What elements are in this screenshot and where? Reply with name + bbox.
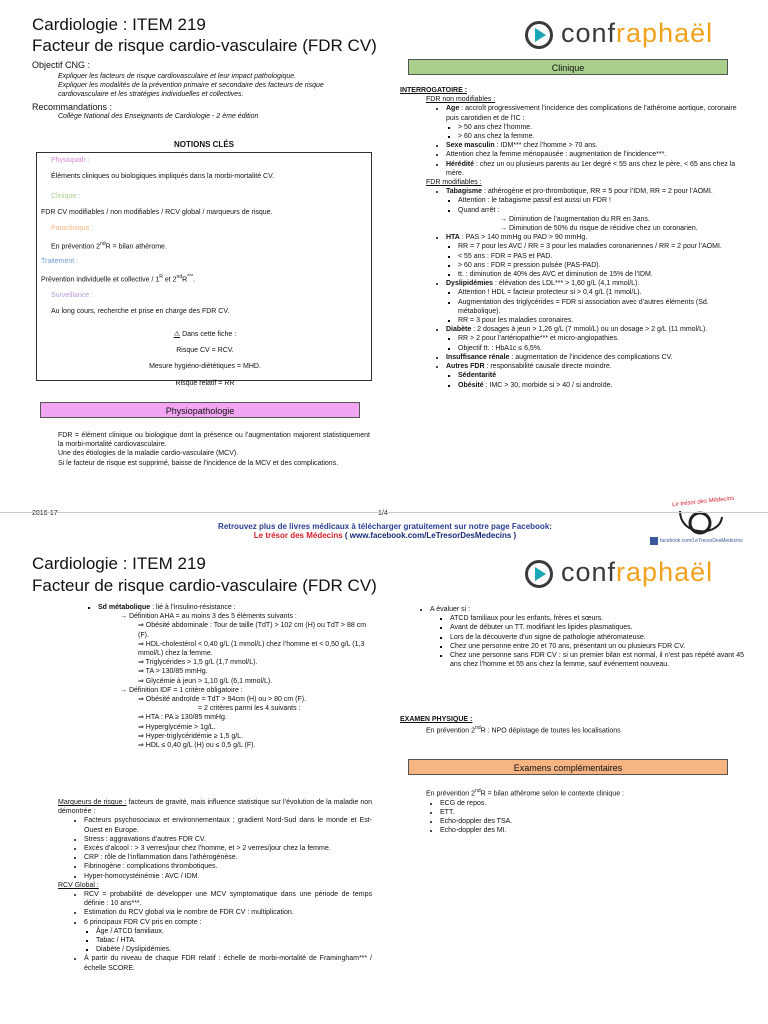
clinique-section: [400, 86, 744, 390]
paraclinique-text: En prévention 2ndR = bilan athérome.: [51, 241, 167, 251]
surveillance-text: Au long cours, recherche et prise en charge des FDR CV.: [51, 308, 230, 316]
traitement-label: Traitement :: [41, 258, 79, 265]
physio-text: FDR = élément clinique ou biologique dont la présence ou l’augmentation majorent statistiquement la morbi-mortalité cardiovasculaire. Une des étiologies de la maladie cardio-vasculaire (MCV). Si le facteur de risque est supprimé, baisse de l’incidence de la MCV et des complications.: [58, 432, 370, 467]
clinique-label: Clinique :: [51, 193, 81, 200]
notions-cles-box: [36, 152, 372, 387]
objectif-line: Expliquer les facteurs de risque cardiovasculaire et leur impact pathologique.: [58, 73, 297, 80]
list-item: • Sexe masculin : IDM*** chez l’homme > 70 ans.: [446, 141, 744, 150]
paraclinique-label: Paraclinique :: [51, 225, 94, 232]
reco-text: Collège National des Enseignants de Cardiologie - 2 ème édition: [58, 112, 259, 120]
fdr-nonmod-heading: FDR non modifiables :: [426, 96, 496, 104]
list-item: • Autres FDR : responsabilité causale directe moindre. ▪ Sédentarité ▪ Obésité : IMC > 30, morbide si > 40 / si androïde.: [446, 362, 744, 390]
attention-title: ⚠ Dans cette fiche :: [173, 331, 237, 338]
page-title: Cardiologie : ITEM 219: [32, 554, 206, 573]
examens-complementaires-bar: Examens complémentaires: [408, 759, 728, 775]
page-title: Cardiologie : ITEM 219: [32, 15, 206, 34]
reco-label: Recommandations :: [32, 101, 113, 112]
examen-physique-section: EXAMEN PHYSIQUE : En prévention 2ndR : NPO dépistage de toutes les localisations: [400, 716, 621, 735]
objectif-line: Expliquer les modalités de la prévention primaire et secondaire des facteurs de risque cardiovasculaire et les stratégies individuelles et collectives.: [58, 82, 324, 99]
page-2: [0, 512, 768, 1024]
list-item: • Tabagisme : athérogène et pro-thrombotique, RR = 5 pour l’IDM, RR = 2 pour l’AOMI. ▪ Attention : le tabagisme passif est aussi un FDR ! ▪ Quand arrêt : → Diminution de l’augmentation du RR en 3ans. → Diminution de 50% du risque de récidive chez un coronarien.: [446, 187, 744, 233]
evaluer-section: • A évaluer si : ▪ ATCD familiaux pour les enfants, frères et sœurs. ▪ Avant de débuter un TT. modifiant les lipides plasmatiques. ▪ Lors de la découverte d’un signe de pathologie athéromateuse. ▪ Chez une personne entre 20 et 70 ans, présentant un ou plusieurs FDR CV. ▪ Chez une personne sans FDR CV : si un premier bilan est normal, il n’est pas répété avant 45 ans chez l’homme et 55 ans chez la femme, sauf événement nouveau.: [410, 605, 744, 669]
footer-year: 2016-17: [32, 510, 58, 517]
list-item: • Diabète : 2 dosages à jeun > 1,26 g/L (7 mmol/L) ou un dosage > 2 g/L (11 mmol/L). ▪ RR > 2 pour l’artériopathie*** et micro-angiopathies. ▪ Objectif tt. : HbA1c ≤ 6,5%.: [446, 325, 744, 353]
page-subtitle: Facteur de risque cardio-vasculaire (FDR CV): [32, 576, 377, 595]
list-item: • Dyslipidémies : élévation des LDL*** > 1,60 g/L (4,1 mmol/L). ▪ Attention ! HDL = facteur protecteur si > 0,4 g/L (1 mmol/L). ▪ Augmentation des triglycérides = FDR si association avec d’autres éléments (Sd. métabolique). ▪ RR = 3 pour les maladies coronaires.: [446, 279, 744, 325]
sd-metabolique-section: ▪ Sd métabolique : lié à l’insulino-résistance : → Définition AHA = au moins 3 des 5 éléments suivants : ⇒ Obésité abdominale : Tour de taille (TdT) > 102 cm (H) ou TdT > 88 cm (F). ⇒ HDL-cholestérol < 0,40 g/L (1 mmol/L) chez l’homme et < 0,50 g/L (1,3 mmol/L) chez la femme. ⇒ Triglycérides > 1,5 g/L (1,7 mmol/L). ⇒ TA > 130/85 mmHg. ⇒ Glycémie à jeun > 1,10 g/L (6,1 mmol/L). → Définition IDF = 1 critère obligatoire : ⇒ Obésité androïde = TdT > 94cm (H) ou > 80 cm (F). = 2 critères parmi les 4 suivants : ⇒ HTA : PA ≥ 130/85 mmHg. ⇒ Hyperglycémie > 1g/L. ⇒ Hyper-triglycéridémie ≥ 1,5 g/L. ⇒ HDL ≤ 0,40 g/L (H) ou ≤ 0,5 g/L (F).: [58, 603, 372, 750]
examens-complementaires-section: En prévention 2ndR = bilan athérome selon le contexte clinique : • ECG de repos. • ETT. • Echo-doppler des TSA. • Echo-doppler des MI.: [426, 787, 744, 835]
list-item: • Hérédité : chez un ou plusieurs parents au 1er degré < 55 ans chez le père, < 65 ans chez la mère.: [446, 160, 744, 178]
page-subtitle: Facteur de risque cardio-vasculaire (FDR CV): [32, 36, 377, 55]
interrogatoire-heading: INTERROGATOIRE :: [400, 87, 468, 94]
list-item: • Insuffisance rénale : augmentation de l’incidence des complications CV.: [446, 353, 744, 362]
list-item: • HTA : PAS > 140 mmHg ou PAD > 90 mmHg. ▪ RR = 7 pour les AVC / RR = 3 pour les maladies coronariennes / RR = 2 pour l’AOMI. ▪ < 55 ans : FDR = PAS et PAD. ▪ > 60 ans : FDR = pression pulsée (PAS-PAD). ▪ tt. : diminution de 40% des AVC et diminution de 15% de l’IDM.: [446, 233, 744, 279]
list-item: • Age : accroît progressivement l’incidence des complications de l’athérome aortique, coronaire puis carotidien et de l’IC : ▪ > 50 ans chez l’homme. ▪ > 60 ans chez la femme.: [446, 104, 744, 141]
marqueurs-section: Marqueurs de risque : facteurs de gravité, mais influence statistique sur l’évolution de la maladie non démontrée : • Facteurs psychosociaux et environnementaux ; gradient Nord-Sud dans le monde et Est-Ouest en Europe. • Stress : aggravations d’autres FDR CV. • Excès d’alcool : > 3 verres/jour chez l’homme, et > 2 verres/jour chez la femme. • CRP : rôle de l’inflammation dans l’athérogénèse. • Fibrinogène : complications thrombotiques. • Hyper-homocystéinémie : AVC / IDM. RCV Global : • RCV = probabilité de développer une MCV symptomatique dans une période de temps définie : 10 ans***. • Estimation du RCV global via le nombre de FDR CV : multiplication. • 6 principaux FDR CV pris en compte : ▪ Âge / ATCD familiaux. ▪ Tabac / HTA. ▪ Diabète / Dyslipidémies. • À partir du niveau de chaque FDR relatif : échelle de morbi-mortalité de Framingham*** / échelle SCORE.: [58, 798, 372, 973]
play-circle-icon: [524, 20, 554, 50]
notions-title: NOTIONS CLÉS: [173, 140, 234, 149]
objectifs-section: [32, 60, 372, 121]
surveillance-label: Surveillance :: [51, 292, 94, 299]
attention-line: Risque CV = RCV.: [176, 347, 234, 355]
fdr-mod-heading: FDR modifiables :: [426, 179, 482, 187]
clinique-bar: Clinique: [408, 59, 728, 75]
list-item: • Attention chez la femme ménopausée : augmentation de l’incidence***.: [446, 150, 744, 159]
tresor-medecins-logo: Le trésor des Médecins facebook.com/LeTresorDesMedecins: [650, 497, 760, 547]
physiopathologie-bar: Physiopathologie: [40, 402, 360, 418]
attention-line: Mesure hygiéno-diététiques = MHD.: [149, 363, 261, 371]
play-circle-icon: [524, 559, 554, 589]
physiopath-label: Physiopath :: [51, 157, 90, 164]
attention-line: Risque relatif = RR: [175, 379, 235, 387]
objectif-label: Objectif CNG :: [32, 60, 91, 70]
warning-icon: ⚠: [173, 331, 181, 338]
confraphael-logo: confraphaël: [524, 557, 754, 593]
physiopath-text: Éléments cliniques ou biologiques impliqués dans la morbi-mortalité CV.: [51, 173, 275, 181]
facebook-banner: Retrouvez plus de livres médicaux à télécharger gratuitement sur notre page Facebook: Le trésor des Médecins ( www.facebook.com/LeTresorDesMedecins ): [218, 522, 552, 540]
clinique-text: FDR CV modifiables / non modifiables / RCV global / marqueurs de risque.: [41, 209, 273, 217]
traitement-text: Prévention individuelle et collective / $1^R$ et 2ndR***.: [41, 274, 195, 284]
confraphael-logo: confraphaël: [524, 18, 754, 54]
page-number: 1/4: [378, 510, 388, 517]
